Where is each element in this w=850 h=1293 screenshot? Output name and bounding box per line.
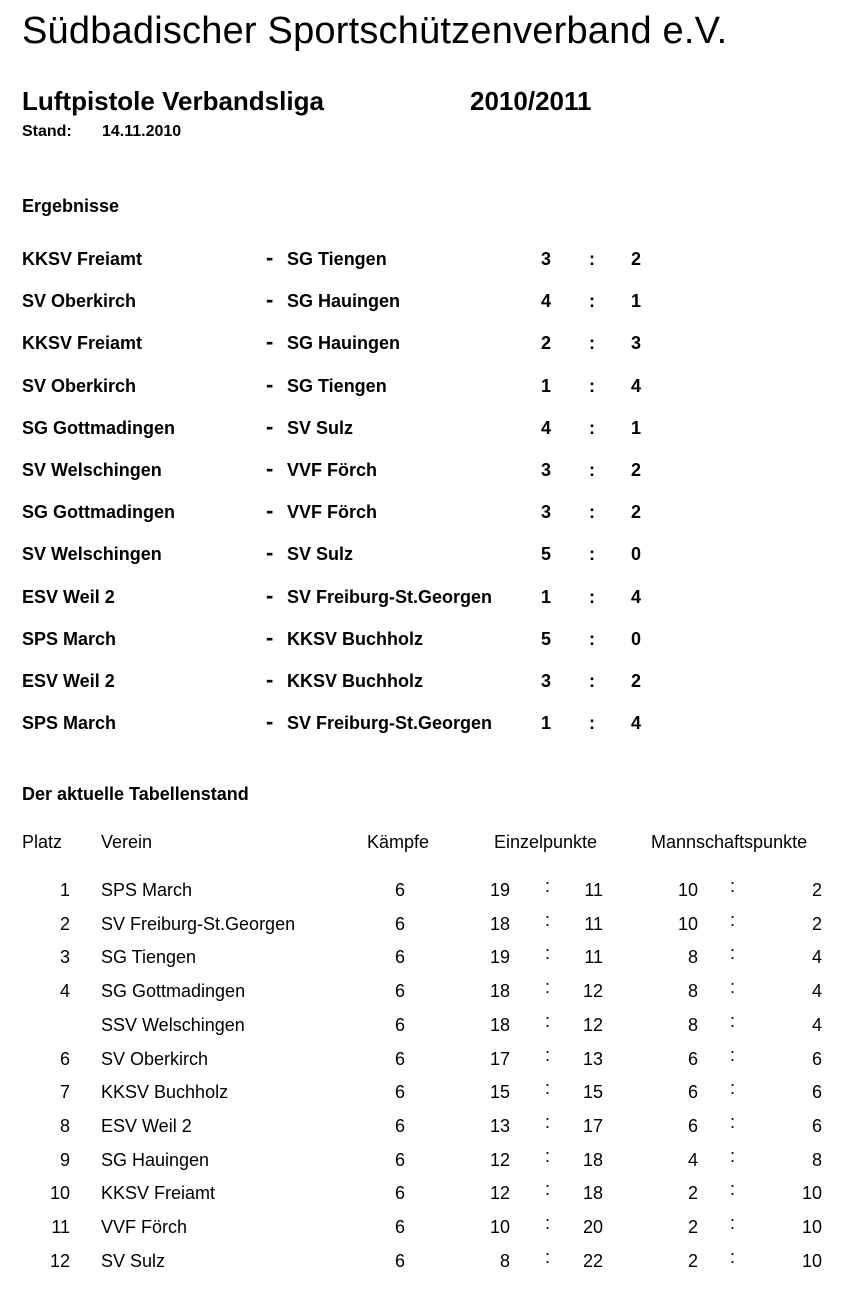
matches-played: 6: [394, 880, 405, 900]
matches-played: 6: [394, 1048, 405, 1069]
away-score: 4: [631, 586, 642, 607]
rank: 2: [59, 913, 70, 934]
team-points-separator: :: [730, 1246, 736, 1267]
club-name: KKSV Buchholz: [101, 1082, 229, 1103]
rank: 6: [59, 1048, 70, 1069]
club-name: VVF Förch: [101, 1217, 188, 1237]
away-team: SG Hauingen: [287, 333, 401, 354]
individual-points-separator: :: [545, 1078, 551, 1099]
individual-points-for: 13: [489, 1115, 510, 1136]
table-row: [0, 977, 850, 1005]
away-score: 2: [631, 671, 642, 691]
club-name: KKSV Freiamt: [101, 1183, 216, 1204]
result-row: [0, 709, 850, 737]
away-team: SV Sulz: [287, 544, 354, 565]
home-score: 1: [541, 713, 552, 734]
away-team: VVF Förch: [287, 502, 378, 523]
team-points-separator: :: [730, 977, 736, 998]
team-points-separator: :: [730, 1179, 736, 1200]
team-points-separator: :: [730, 876, 736, 896]
home-team: SV Oberkirch: [22, 375, 137, 396]
club-name: SG Tiengen: [101, 947, 197, 968]
team-points-against: 2: [811, 880, 822, 900]
individual-points-for: 19: [489, 880, 510, 900]
home-score: 1: [541, 586, 552, 607]
away-score: 4: [631, 375, 642, 396]
individual-points-separator: :: [545, 1111, 551, 1132]
away-score: 1: [631, 417, 642, 438]
organization-title: Südbadischer Sportschützenverband e.V.: [22, 10, 728, 52]
score-separator: :: [589, 544, 595, 565]
rank: 9: [59, 1149, 70, 1170]
score-separator: :: [589, 586, 595, 607]
matches-played: 6: [394, 1082, 405, 1103]
away-team: SG Tiengen: [287, 249, 387, 269]
away-score: 2: [631, 249, 642, 269]
team-points-separator: :: [730, 1145, 736, 1166]
individual-points-for: 15: [489, 1082, 510, 1103]
club-name: SV Oberkirch: [101, 1048, 209, 1069]
result-row: [0, 371, 850, 400]
home-score: 3: [541, 671, 552, 691]
result-row: [0, 667, 850, 695]
away-score: 1: [631, 291, 642, 312]
league-title: Luftpistole Verbandsliga: [22, 86, 324, 116]
team-points-for: 10: [677, 913, 698, 934]
table-row: [0, 1145, 850, 1174]
result-row: [0, 245, 850, 273]
home-team: ESV Weil 2: [22, 586, 115, 607]
match-separator: -: [266, 413, 274, 439]
club-name: SSV Welschingen: [101, 1014, 245, 1035]
individual-points-against: 17: [582, 1115, 603, 1136]
away-team: SV Sulz: [287, 417, 354, 438]
away-score: 0: [631, 628, 642, 649]
table-row: [0, 1111, 850, 1140]
score-separator: :: [589, 671, 595, 691]
home-team: KKSV Freiamt: [22, 249, 143, 269]
individual-points-separator: :: [545, 909, 551, 930]
result-row: [0, 413, 850, 442]
matches-played: 6: [394, 1149, 405, 1170]
team-points-against: 4: [811, 1014, 822, 1035]
away-team: SV Freiburg-St.Georgen: [287, 586, 493, 607]
individual-points-for: 12: [489, 1183, 510, 1204]
match-separator: -: [266, 582, 274, 608]
match-separator: -: [266, 456, 274, 481]
home-score: 4: [541, 417, 552, 438]
matches-played: 6: [394, 1183, 405, 1204]
standings-heading: Der aktuelle Tabellenstand: [22, 784, 249, 804]
team-points-separator: :: [730, 1010, 736, 1031]
club-name: SV Sulz: [101, 1250, 166, 1271]
individual-points-against: 13: [582, 1048, 603, 1069]
team-points-against: 6: [811, 1048, 822, 1069]
individual-points-against: 11: [584, 947, 603, 968]
stand-date: 14.11.2010: [102, 123, 182, 140]
match-separator: -: [266, 498, 274, 524]
individual-points-against: 12: [582, 1014, 603, 1035]
home-team: SV Oberkirch: [22, 291, 137, 312]
team-points-separator: :: [730, 1213, 736, 1233]
team-points-for: 4: [687, 1149, 698, 1170]
table-row: [0, 876, 850, 904]
home-score: 3: [541, 249, 552, 269]
individual-points-for: 18: [489, 1014, 510, 1035]
score-separator: :: [589, 713, 595, 734]
result-row: [0, 540, 850, 568]
away-team: SV Freiburg-St.Georgen: [287, 713, 493, 734]
individual-points-for: 17: [489, 1048, 510, 1069]
individual-points-for: 19: [489, 947, 510, 968]
home-score: 1: [541, 375, 552, 396]
table-row: [0, 1246, 850, 1275]
team-points-for: 2: [687, 1250, 698, 1271]
match-separator: -: [266, 245, 274, 270]
score-separator: :: [589, 460, 595, 480]
home-score: 3: [541, 502, 552, 523]
away-team: VVF Förch: [287, 460, 378, 480]
individual-points-separator: :: [545, 943, 551, 964]
home-team: KKSV Freiamt: [22, 333, 143, 354]
club-name: SV Freiburg-St.Georgen: [101, 913, 296, 934]
team-points-for: 6: [687, 1048, 698, 1069]
away-team: KKSV Buchholz: [287, 628, 424, 649]
rank: 4: [59, 981, 70, 1002]
team-points-against: 6: [811, 1082, 822, 1103]
result-row: [0, 582, 850, 611]
home-team: SPS March: [22, 713, 117, 734]
match-separator: -: [266, 540, 274, 566]
match-separator: -: [266, 624, 274, 650]
away-team: KKSV Buchholz: [287, 671, 424, 691]
away-score: 4: [631, 713, 642, 734]
team-points-separator: :: [730, 909, 736, 930]
team-points-against: 10: [801, 1183, 822, 1204]
matches-played: 6: [394, 1250, 405, 1271]
home-team: SV Welschingen: [22, 460, 162, 480]
score-separator: :: [589, 628, 595, 649]
team-points-for: 2: [687, 1217, 698, 1237]
rank: 10: [49, 1183, 70, 1204]
score-separator: :: [589, 291, 595, 312]
team-points-for: 6: [687, 1082, 698, 1103]
team-points-for: 8: [687, 981, 698, 1002]
matches-played: 6: [394, 1217, 405, 1237]
away-score: 2: [631, 460, 642, 480]
match-separator: -: [266, 287, 274, 313]
individual-points-for: 18: [489, 913, 510, 934]
team-points-for: 2: [687, 1183, 698, 1204]
score-separator: :: [589, 417, 595, 438]
results-heading: Ergebnisse: [22, 196, 120, 216]
col-header-platz: Platz: [22, 832, 63, 852]
club-name: ESV Weil 2: [101, 1115, 192, 1136]
individual-points-for: 18: [489, 981, 510, 1002]
individual-points-for: 12: [489, 1149, 510, 1170]
match-separator: -: [266, 371, 274, 397]
table-row: [0, 1010, 850, 1039]
team-points-against: 2: [811, 913, 822, 934]
table-row: [0, 909, 850, 938]
home-score: 5: [541, 628, 552, 649]
team-points-against: 10: [801, 1250, 822, 1271]
individual-points-separator: :: [545, 1044, 551, 1065]
away-score: 3: [631, 333, 642, 354]
home-score: 3: [541, 460, 552, 480]
individual-points-against: 20: [582, 1217, 603, 1237]
individual-points-against: 18: [582, 1183, 603, 1204]
rank: 8: [59, 1115, 70, 1136]
individual-points-against: 11: [584, 880, 603, 900]
home-team: ESV Weil 2: [22, 671, 115, 691]
score-separator: :: [589, 249, 595, 269]
team-points-separator: :: [730, 1111, 736, 1132]
individual-points-against: 15: [582, 1082, 603, 1103]
team-points-for: 6: [687, 1115, 698, 1136]
result-row: [0, 498, 850, 526]
individual-points-separator: :: [545, 977, 551, 998]
team-points-against: 10: [801, 1217, 822, 1237]
matches-played: 6: [394, 1014, 405, 1035]
matches-played: 6: [394, 1115, 405, 1136]
col-header-mannschaftspunkte: Mannschaftspunkte: [651, 832, 808, 852]
rank: 12: [49, 1250, 70, 1271]
stand-label: Stand:: [22, 123, 72, 140]
team-points-separator: :: [730, 943, 736, 964]
matches-played: 6: [394, 947, 405, 968]
individual-points-against: 11: [584, 913, 603, 934]
result-row: [0, 624, 850, 653]
matches-played: 6: [394, 913, 405, 934]
result-row: [0, 287, 850, 315]
home-team: SG Gottmadingen: [22, 417, 175, 438]
rank: 3: [59, 947, 70, 968]
home-team: SV Welschingen: [22, 544, 162, 565]
table-row: [0, 943, 850, 971]
club-name: SG Gottmadingen: [101, 981, 246, 1002]
individual-points-separator: :: [545, 1179, 551, 1200]
team-points-against: 4: [811, 947, 822, 968]
team-points-for: 8: [687, 1014, 698, 1035]
away-team: SG Tiengen: [287, 375, 387, 396]
col-header-einzelpunkte: Einzelpunkte: [494, 832, 598, 852]
individual-points-separator: :: [545, 1246, 551, 1267]
team-points-separator: :: [730, 1044, 736, 1065]
individual-points-for: 10: [489, 1217, 510, 1237]
team-points-against: 4: [811, 981, 822, 1002]
individual-points-against: 12: [582, 981, 603, 1002]
table-row: [0, 1044, 850, 1073]
individual-points-for: 8: [499, 1250, 510, 1271]
table-row: [0, 1213, 850, 1241]
home-score: 5: [541, 544, 552, 565]
result-row: [0, 329, 850, 357]
away-score: 2: [631, 502, 642, 523]
home-score: 2: [541, 333, 552, 354]
team-points-separator: :: [730, 1078, 736, 1099]
home-team: SPS March: [22, 628, 117, 649]
col-header-verein: Verein: [101, 832, 153, 852]
club-name: SG Hauingen: [101, 1149, 210, 1170]
away-team: SG Hauingen: [287, 291, 401, 312]
score-separator: :: [589, 502, 595, 523]
individual-points-separator: :: [545, 1213, 551, 1233]
rank: 7: [59, 1082, 70, 1103]
score-separator: :: [589, 333, 595, 354]
individual-points-against: 18: [582, 1149, 603, 1170]
col-header-kampfe: Kämpfe: [367, 832, 430, 852]
individual-points-against: 22: [582, 1250, 603, 1271]
table-row: [0, 1078, 850, 1106]
individual-points-separator: :: [545, 1010, 551, 1031]
team-points-for: 8: [687, 947, 698, 968]
rank: 11: [51, 1217, 70, 1237]
home-score: 4: [541, 291, 552, 312]
individual-points-separator: :: [545, 1145, 551, 1166]
team-points-against: 8: [811, 1149, 822, 1170]
club-name: SPS March: [101, 880, 193, 900]
season: 2010/2011: [470, 86, 592, 116]
match-separator: -: [266, 667, 274, 692]
home-team: SG Gottmadingen: [22, 502, 175, 523]
matches-played: 6: [394, 981, 405, 1002]
match-separator: -: [266, 709, 274, 735]
team-points-against: 6: [811, 1115, 822, 1136]
team-points-for: 10: [677, 880, 698, 900]
match-separator: -: [266, 329, 274, 355]
score-separator: :: [589, 375, 595, 396]
result-row: [0, 456, 850, 484]
away-score: 0: [631, 544, 642, 565]
individual-points-separator: :: [545, 876, 551, 896]
table-row: [0, 1179, 850, 1207]
rank: 1: [59, 880, 70, 900]
